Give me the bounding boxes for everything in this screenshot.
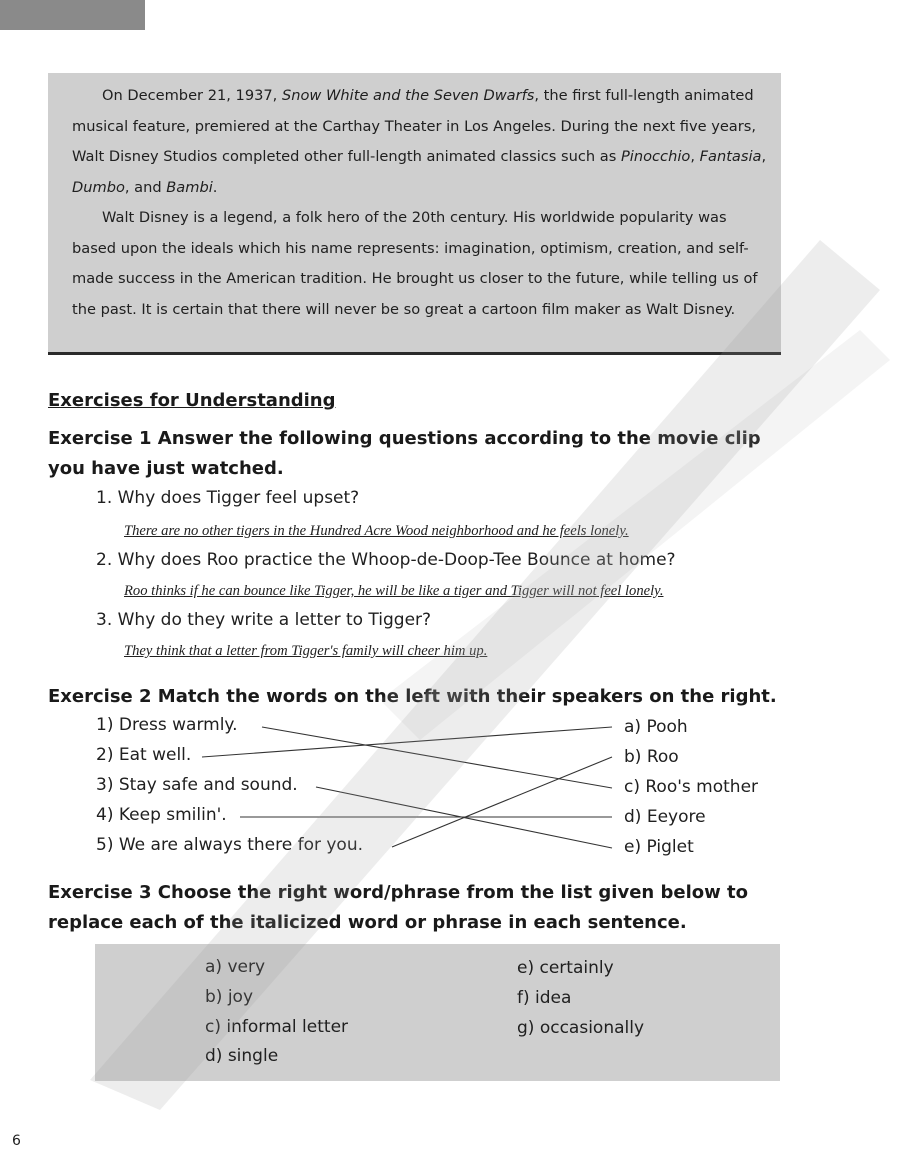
option-f: f) idea bbox=[517, 988, 572, 1008]
text-run: , the first full-length animated musical feature, premiered at the Carthay Theater in Los Angeles. During the next five years, Walt Disney Studios completed other full-length animated classics such as bbox=[72, 87, 756, 165]
question-2: 2. Why does Roo practice the Whoop-de-Doop-Tee Bounce at home? bbox=[96, 550, 676, 570]
text-run: , bbox=[690, 148, 700, 165]
option-b: b) joy bbox=[205, 987, 254, 1007]
film-title: Dumbo bbox=[72, 178, 125, 196]
match-line-5 bbox=[392, 757, 612, 847]
page-number: 6 bbox=[12, 1133, 21, 1149]
text-run: . bbox=[212, 178, 218, 196]
answer-3: They think that a letter from Tigger's family will cheer him up. bbox=[124, 643, 488, 659]
word-list-box bbox=[95, 944, 780, 1081]
exercise-2-title: Exercise 2 Match the words on the left with their speakers on the right. bbox=[48, 686, 777, 707]
text-run: , bbox=[761, 148, 767, 165]
answer-1: There are no other tigers in the Hundred Acre Wood neighborhood and he feels lonely. bbox=[124, 523, 629, 539]
match-left-5: 5) We are always there for you. bbox=[96, 835, 364, 855]
match-left-2: 2) Eat well. bbox=[96, 745, 192, 765]
section-heading: Exercises for Understanding bbox=[48, 390, 336, 411]
exercise-1-title: Exercise 1 Answer the following questions according to the movie clip you have just watched. bbox=[48, 428, 761, 479]
answer-2: Roo thinks if he can bounce like Tigger, he will be like a tiger and Tigger will not feel lonely. bbox=[124, 583, 664, 599]
text-run: , and bbox=[124, 178, 167, 196]
film-title: Pinocchio bbox=[621, 148, 691, 165]
film-title: Bambi bbox=[166, 178, 213, 196]
match-left-1: 1) Dress warmly. bbox=[96, 715, 238, 735]
match-right-e: e) Piglet bbox=[624, 837, 694, 857]
option-d: d) single bbox=[205, 1046, 279, 1066]
match-right-d: d) Eeyore bbox=[624, 807, 706, 827]
reading-paragraph-2: Walt Disney is a legend, a folk hero of the 20th century. His worldwide popularity was based upon the ideals which his name represents: imagination, optimism, creation, and self-made success in the American tradition. He brought us closer to the future, while telling us of the past. It is certain that there will never be so great a cartoon film maker as Walt Disney. bbox=[72, 209, 758, 318]
match-left-4: 4) Keep smilin'. bbox=[96, 805, 227, 825]
match-left-3: 3) Stay safe and sound. bbox=[96, 775, 298, 795]
film-title: Snow White and the Seven Dwarfs bbox=[281, 87, 535, 104]
question-1: 1. Why does Tigger feel upset? bbox=[96, 488, 360, 508]
option-e: e) certainly bbox=[517, 958, 614, 978]
option-g: g) occasionally bbox=[517, 1018, 645, 1038]
option-c: c) informal letter bbox=[205, 1017, 349, 1037]
exercise-3-title: Exercise 3 Choose the right word/phrase from the list given below to replace each of the italicized word or phrase in each sentence. bbox=[48, 882, 748, 933]
match-right-c: c) Roo's mother bbox=[624, 777, 759, 797]
match-right-a: a) Pooh bbox=[624, 717, 688, 737]
option-a: a) very bbox=[205, 957, 266, 977]
question-3: 3. Why do they write a letter to Tigger? bbox=[96, 610, 432, 630]
match-right-b: b) Roo bbox=[624, 747, 679, 767]
text-run: On December 21, 1937, bbox=[102, 87, 282, 104]
film-title: Fantasia bbox=[699, 148, 762, 165]
